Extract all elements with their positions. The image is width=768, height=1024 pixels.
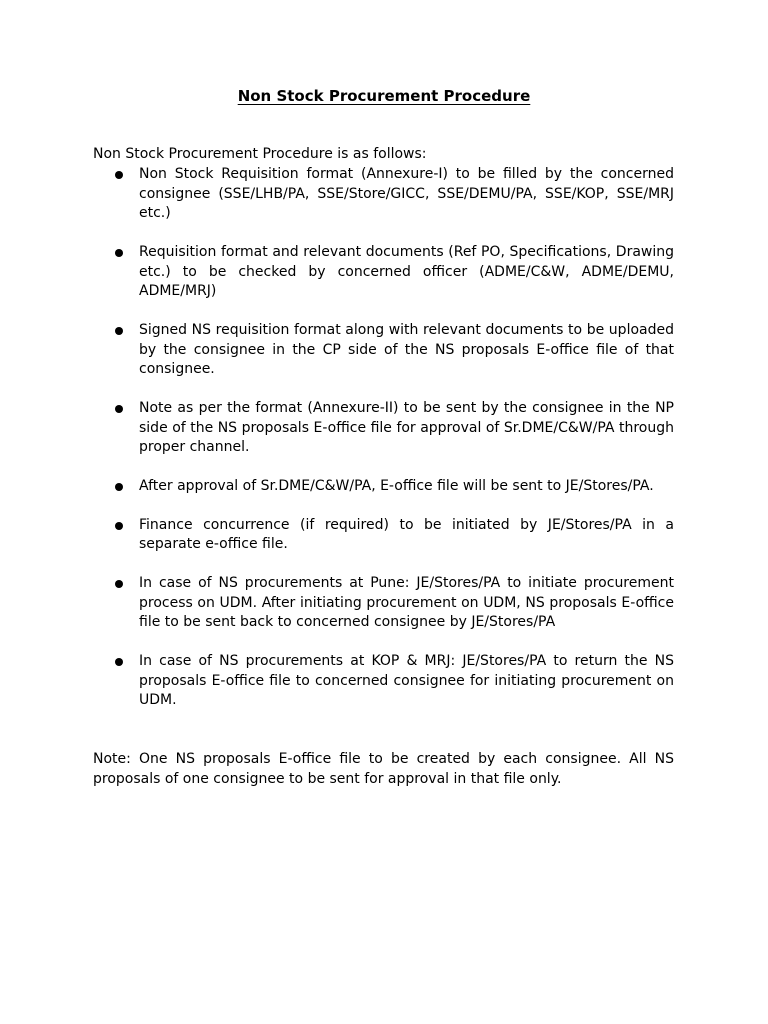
bullet-icon <box>115 171 123 179</box>
procedure-step-text: Non Stock Requisition format (Annexure-I) to be filled by the concerned consignee (SSE/LHB/PA, SSE/Store/GICC, SSE/DEMU/PA, SSE/KOP, SSE/MRJ etc.) <box>139 166 674 222</box>
procedure-step-6 <box>93 516 674 555</box>
procedure-step-8 <box>93 652 674 711</box>
procedure-steps-list <box>93 165 674 730</box>
procedure-step-2 <box>93 243 674 302</box>
procedure-step-text: In case of NS procurements at KOP & MRJ: JE/Stores/PA to return the NS proposals E-office file to concerned consignee for initiating procurement on UDM. <box>139 653 674 709</box>
bullet-icon <box>115 327 123 335</box>
procedure-step-text: After approval of Sr.DME/C&W/PA, E-office file will be sent to JE/Stores/PA. <box>139 477 654 494</box>
procedure-step-text: In case of NS procurements at Pune: JE/Stores/PA to initiate procurement process on UDM. After initiating procurement on UDM, NS proposals E-office file to be sent back to concerned consignee by JE/Stores/PA <box>139 575 674 631</box>
closing-note: Note: One NS proposals E-office file to be created by each consignee. All NS proposals of one consignee to be sent for approval in that file only. <box>93 751 674 787</box>
bullet-icon <box>115 483 123 491</box>
procedure-step-7 <box>93 574 674 633</box>
bullet-icon <box>115 580 123 588</box>
procedure-step-1 <box>93 165 674 224</box>
procedure-step-3 <box>93 321 674 380</box>
bullet-icon <box>115 249 123 257</box>
document-title: Non Stock Procurement Procedure <box>237 87 531 105</box>
procedure-step-text: Note as per the format (Annexure-II) to be sent by the consignee in the NP side of the NS proposals E-office file for approval of Sr.DME/C&W/PA through proper channel. <box>139 399 674 456</box>
procedure-step-5 <box>93 477 674 497</box>
procedure-step-text: Finance concurrence (if required) to be initiated by JE/Stores/PA in a separate e-office file. <box>139 516 674 553</box>
bullet-icon <box>115 522 123 530</box>
bullet-icon <box>115 658 123 666</box>
procedure-step-4 <box>93 399 674 458</box>
intro-text: Non Stock Procurement Procedure is as follows: <box>93 146 427 162</box>
procedure-step-text: Requisition format and relevant documents (Ref PO, Specifications, Drawing etc.) to be checked by concerned officer (ADME/C&W, ADME/DEMU, ADME/MRJ) <box>139 243 674 300</box>
procedure-step-text: Signed NS requisition format along with relevant documents to be uploaded by the consignee in the CP side of the NS proposals E-office file of that consignee. <box>139 321 674 378</box>
bullet-icon <box>115 405 123 413</box>
